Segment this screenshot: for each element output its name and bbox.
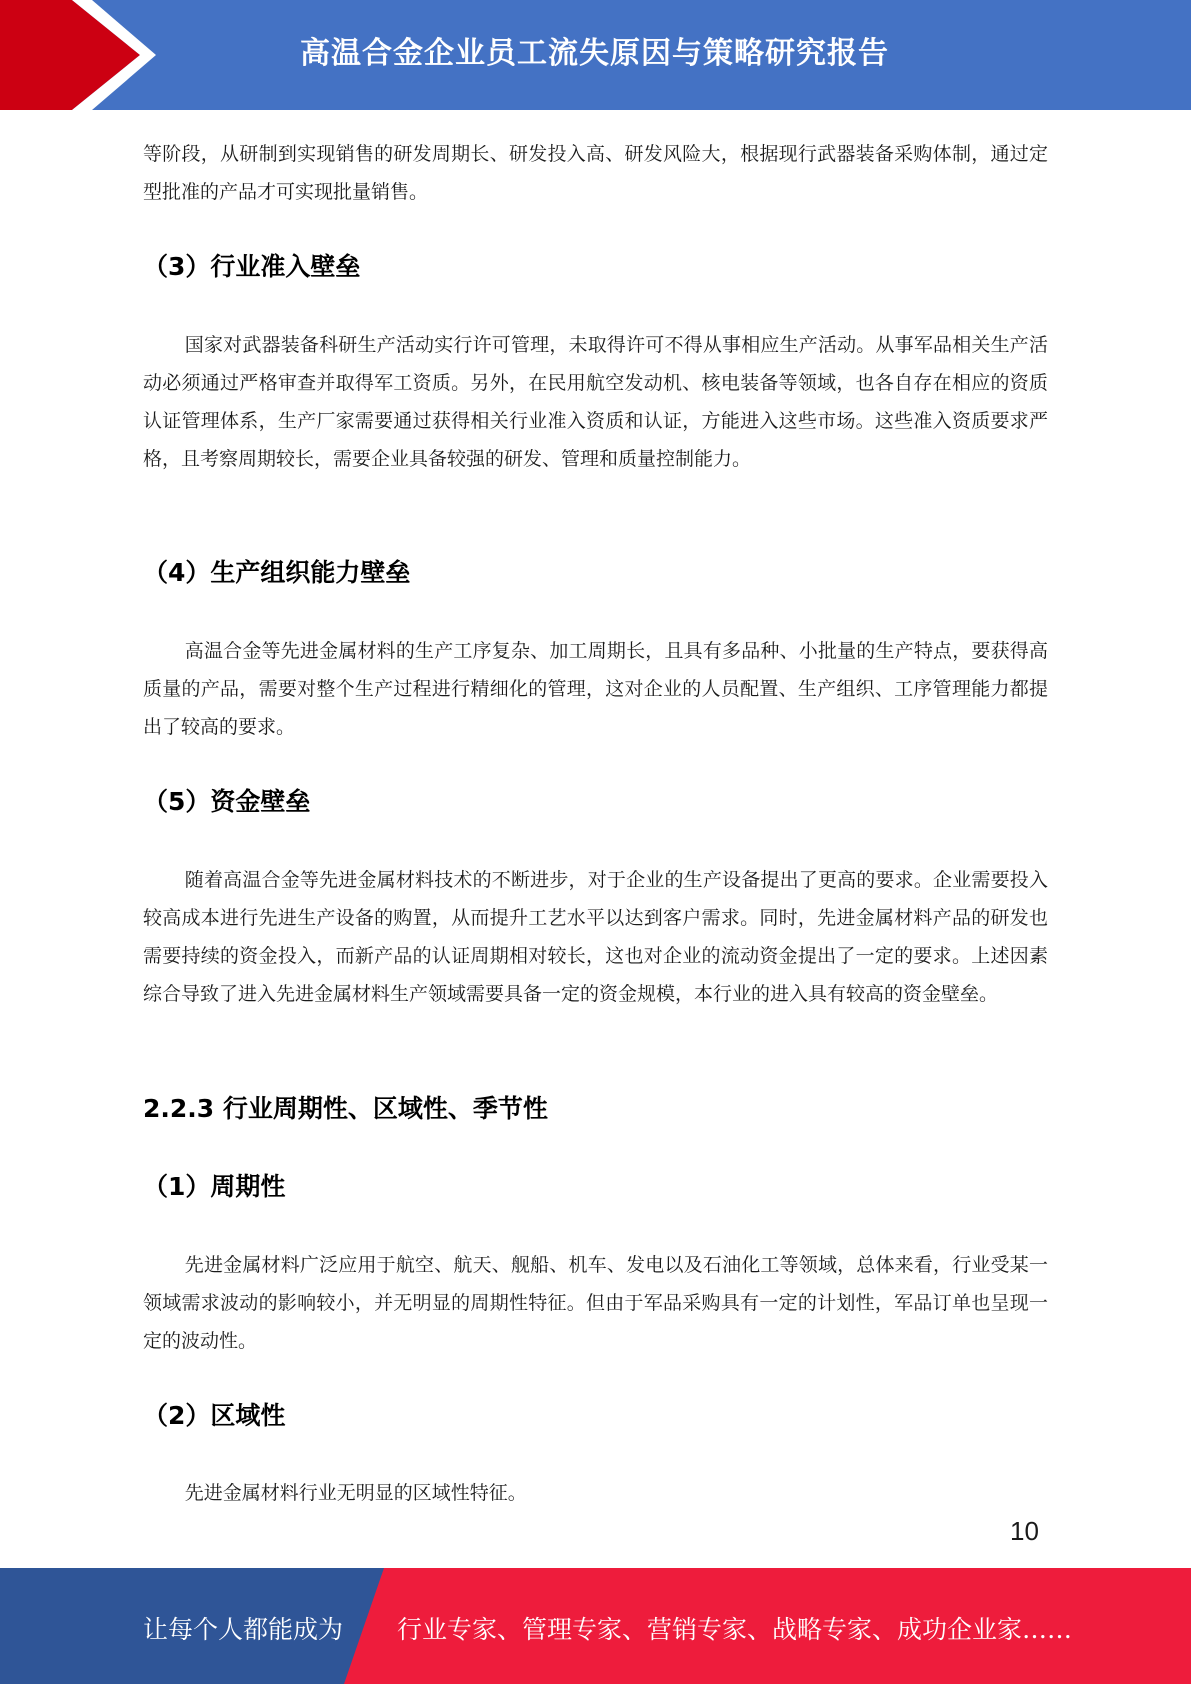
heading-capital-barrier: （5）资金壁垒 xyxy=(143,787,311,816)
heading-industry-entry-barrier: （3）行业准入壁垒 xyxy=(143,252,361,281)
page-number: 10 xyxy=(1010,1516,1039,1546)
page-header xyxy=(0,0,1191,110)
footer-slogan-right: 行业专家、管理专家、营销专家、战略专家、成功企业家…… xyxy=(397,1615,1073,1644)
paragraph-industry-entry-barrier: 国家对武器装备科研生产活动实行许可管理，未取得许可不得从事相应生产活动。从事军品相关生产活动必须通过严格审查并取得军工资质。另外，在民用航空发动机、核电装备等领域，也各自存在相应的资质认证管理体系，生产厂家需要通过获得相关行业准入资质和认证，方能进入这些市场。这些准入资质要求严格，且考察周期较长，需要企业具备较强的研发、管理和质量控制能力。 xyxy=(143,334,1048,470)
report-title: 高温合金企业员工流失原因与策略研究报告 xyxy=(300,36,889,71)
section-heading-2-2-3: 2.2.3 行业周期性、区域性、季节性 xyxy=(143,1094,548,1123)
paragraph-production-capacity-barrier: 高温合金等先进金属材料的生产工序复杂、加工周期长，且具有多品种、小批量的生产特点，要获得高质量的产品，需要对整个生产过程进行精细化的管理，这对企业的人员配置、生产组织、工序管理能力都提出了较高的要求。 xyxy=(143,640,1048,738)
paragraph-intro: 等阶段，从研制到实现销售的研发周期长、研发投入高、研发风险大，根据现行武器装备采购体制，通过定型批准的产品才可实现批量销售。 xyxy=(143,143,1048,203)
paragraph-cyclicality: 先进金属材料广泛应用于航空、航天、舰船、机车、发电以及石油化工等领域，总体来看，行业受某一领域需求波动的影响较小，并无明显的周期性特征。但由于军品采购具有一定的计划性，军品订单也呈现一定的波动性。 xyxy=(143,1254,1048,1352)
page-footer xyxy=(0,1568,1191,1684)
paragraph-regionality: 先进金属材料行业无明显的区域性特征。 xyxy=(184,1482,527,1504)
paragraph-capital-barrier: 随着高温合金等先进金属材料技术的不断进步，对于企业的生产设备提出了更高的要求。企业需要投入较高成本进行先进生产设备的购置，从而提升工艺水平以达到客户需求。同时，先进金属材料产品的研发也需要持续的资金投入，而新产品的认证周期相对较长，这也对企业的流动资金提出了一定的要求。上述因素综合导致了进入先进金属材料生产领域需要具备一定的资金规模，本行业的进入具有较高的资金壁垒。 xyxy=(143,869,1048,1005)
heading-cyclicality: （1）周期性 xyxy=(143,1172,286,1201)
heading-production-capacity-barrier: （4）生产组织能力壁垒 xyxy=(143,558,411,587)
footer-slogan-left: 让每个人都能成为 xyxy=(143,1615,344,1644)
heading-regionality: （2）区域性 xyxy=(143,1401,286,1430)
